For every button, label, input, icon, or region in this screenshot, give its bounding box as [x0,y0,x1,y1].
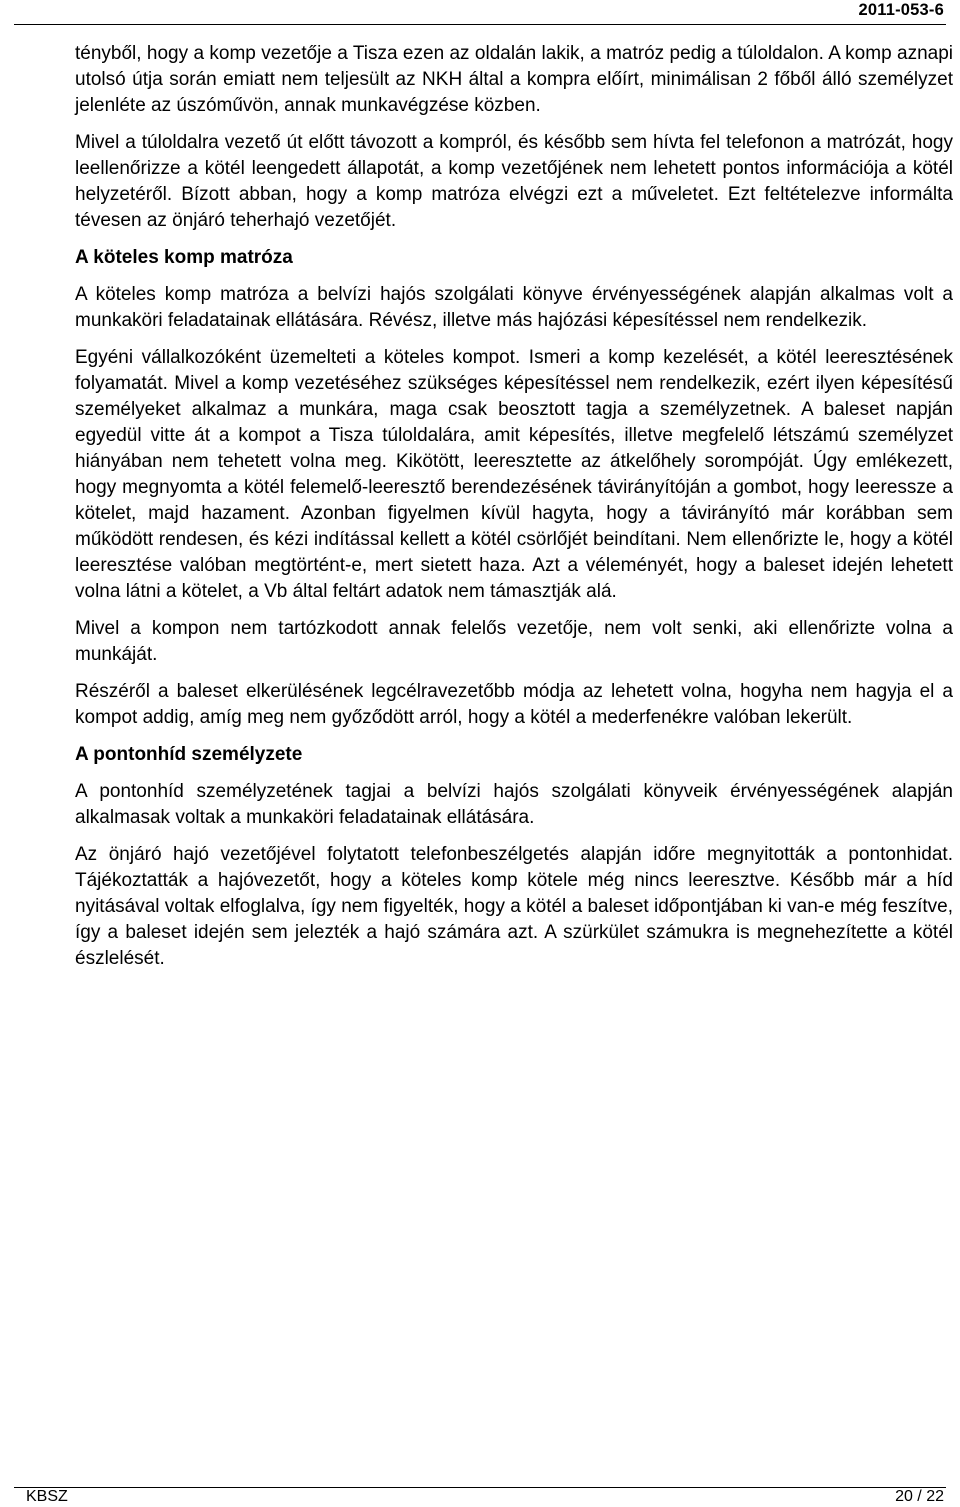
section-heading: A köteles komp matróza [75,247,293,268]
header-rule [14,24,946,25]
paragraph: A pontonhíd személyzetének tagjai a belvízi hajós szolgálati könyveik érvényességének alapján alkalmasak voltak a munkaköri feladatainak ellátására. [75,781,953,828]
paragraph: tényből, hogy a komp vezetője a Tisza ezen az oldalán lakik, a matróz pedig a túloldalon. A komp aznapi utolsó útja során emiatt nem teljesült az NKH által a kompra előírt, minimálisan 2 főből álló személyzet jelenléte az úszóművön, annak munkavégzése közben. [75,43,953,116]
document-body [75,41,953,983]
paragraph: Részéről a baleset elkerülésének legcélravezetőbb módja az lehetett volna, hogyha nem hagyja el a kompot addig, amíg meg nem győződött arról, hogy a kötél a mederfenékre valóban lekerült. [75,681,953,728]
page-number: 20 / 22 [895,1488,944,1505]
paragraph: Mivel a túloldalra vezető út előtt távozott a kompról, és később sem hívta fel telefonon a matrózát, hogy leellenőrizze a kötél leengedett állapotát, a komp vezetőjének nem lehetett pontos információja a kötél helyzetéről. Bízott abban, hogy a komp matróza elvégzi ezt a műveletet. Ezt feltételezve informálta tévesen az önjáró teherhajó vezetőjét. [75,132,953,231]
paragraph: Egyéni vállalkozóként üzemelteti a köteles kompot. Ismeri a komp kezelését, a kötél leeresztésének folyamatát. Mivel a komp vezetéséhez szükséges képesítéssel nem rendelkezik, ezért ilyen képesítésű személyeket alkalmaz a munkára, maga csak beosztott tagja a személyzetnek. A baleset napján egyedül vitte át a kompot a Tisza túloldalára, amit képesítés, illetve megfelelő létszámú személyzet hiányában nem tehetett volna meg. Kikötött, leeresztette az átkelőhely sorompóját. Úgy emlékezett, hogy megnyomta a kötél felemelő-leeresztő berendezésének távirányítóján a gombot, hogy leeressze a kötelet, majd hazament. Azonban figyelmen kívül hagyta, hogy a távirányító már korábban sem működött rendesen, és kézi indítással kellett a kötél csörlőjét beindítani. Nem ellenőrizte le, hogy a kötél leeresztése valóban megtörtént-e, mert sietett haza. Azt a véleményét, hogy a baleset idején lehetett volna látni a kötelet, a Vb által feltárt adatok nem támasztják alá. [75,347,953,602]
paragraph: Mivel a kompon nem tartózkodott annak felelős vezetője, nem volt senki, aki ellenőrizte volna a munkáját. [75,618,953,665]
document-id: 2011-053-6 [858,1,944,19]
footer-rule [14,1487,946,1488]
section-heading: A pontonhíd személyzete [75,744,303,765]
paragraph: Az önjáró hajó vezetőjével folytatott telefonbeszélgetés alapján időre megnyitották a pontonhidat. Tájékoztatták a hajóvezetőt, hogy a köteles komp kötele még nincs leeresztve. Később már a híd nyitásával voltak elfoglalva, így nem figyelték, hogy a kötél a baleset időpontjában ki van-e még feszítve, így a baleset idején sem jelezték a hajó számára azt. A szürkület számukra is megnehezítette a kötél észlelését. [75,844,953,969]
paragraph: A köteles komp matróza a belvízi hajós szolgálati könyve érvényességének alapján alkalmas volt a munkaköri feladatainak ellátására. Révész, illetve más hajózási képesítéssel nem rendelkezik. [75,284,953,331]
footer-organization: KBSZ [26,1488,68,1505]
